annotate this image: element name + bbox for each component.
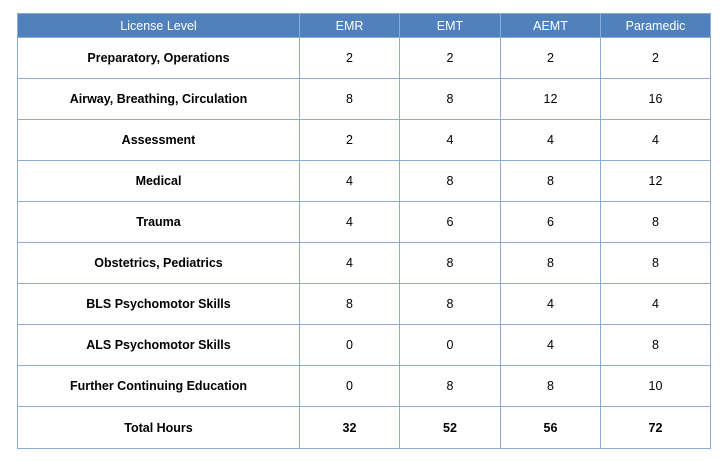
cell-emt: 4 <box>400 120 501 161</box>
header-paramedic: Paramedic <box>601 14 711 38</box>
cell-aemt: 8 <box>501 366 601 407</box>
table-row <box>18 243 711 284</box>
cell-emt: 8 <box>400 243 501 284</box>
cell-emr: 4 <box>300 161 400 202</box>
cell-paramedic: 4 <box>601 120 711 161</box>
cell-paramedic: 4 <box>601 284 711 325</box>
cell-paramedic: 2 <box>601 38 711 79</box>
cell-aemt: 4 <box>501 120 601 161</box>
cell-emr: 0 <box>300 325 400 366</box>
cell-paramedic: 8 <box>601 243 711 284</box>
cell-paramedic: 12 <box>601 161 711 202</box>
row-label: Assessment <box>18 120 300 161</box>
header-emr: EMR <box>300 14 400 38</box>
cell-paramedic: 10 <box>601 366 711 407</box>
cell-emr: 8 <box>300 79 400 120</box>
cell-emt: 0 <box>400 325 501 366</box>
total-emr: 32 <box>300 407 400 449</box>
cell-aemt: 8 <box>501 161 601 202</box>
cell-emr: 0 <box>300 366 400 407</box>
total-paramedic: 72 <box>601 407 711 449</box>
row-label: ALS Psychomotor Skills <box>18 325 300 366</box>
header-emt: EMT <box>400 14 501 38</box>
table-row <box>18 120 711 161</box>
cell-emr: 2 <box>300 38 400 79</box>
cell-paramedic: 16 <box>601 79 711 120</box>
cell-aemt: 2 <box>501 38 601 79</box>
cell-emr: 8 <box>300 284 400 325</box>
table-row <box>18 366 711 407</box>
table-footer <box>18 407 711 449</box>
cell-aemt: 6 <box>501 202 601 243</box>
table-body <box>18 38 711 407</box>
row-label: Further Continuing Education <box>18 366 300 407</box>
row-label: Trauma <box>18 202 300 243</box>
row-label: BLS Psychomotor Skills <box>18 284 300 325</box>
cell-paramedic: 8 <box>601 202 711 243</box>
cell-aemt: 8 <box>501 243 601 284</box>
cell-aemt: 12 <box>501 79 601 120</box>
cell-emt: 8 <box>400 161 501 202</box>
total-aemt: 56 <box>501 407 601 449</box>
row-label: Medical <box>18 161 300 202</box>
cell-emt: 2 <box>400 38 501 79</box>
row-label: Airway, Breathing, Circulation <box>18 79 300 120</box>
table-row <box>18 161 711 202</box>
cell-emt: 6 <box>400 202 501 243</box>
header-license-level: License Level <box>18 14 300 38</box>
cell-emt: 8 <box>400 366 501 407</box>
table-row <box>18 284 711 325</box>
cell-emr: 4 <box>300 243 400 284</box>
row-label: Obstetrics, Pediatrics <box>18 243 300 284</box>
row-label: Preparatory, Operations <box>18 38 300 79</box>
header-aemt: AEMT <box>501 14 601 38</box>
table-row <box>18 325 711 366</box>
cell-aemt: 4 <box>501 325 601 366</box>
table-row <box>18 202 711 243</box>
table-row <box>18 79 711 120</box>
cell-emt: 8 <box>400 284 501 325</box>
cell-emr: 4 <box>300 202 400 243</box>
header-row <box>18 14 711 38</box>
license-hours-table <box>17 13 711 449</box>
cell-emt: 8 <box>400 79 501 120</box>
total-label: Total Hours <box>18 407 300 449</box>
cell-emr: 2 <box>300 120 400 161</box>
cell-aemt: 4 <box>501 284 601 325</box>
cell-paramedic: 8 <box>601 325 711 366</box>
table-header <box>18 14 711 38</box>
total-row <box>18 407 711 449</box>
table-row <box>18 38 711 79</box>
total-emt: 52 <box>400 407 501 449</box>
